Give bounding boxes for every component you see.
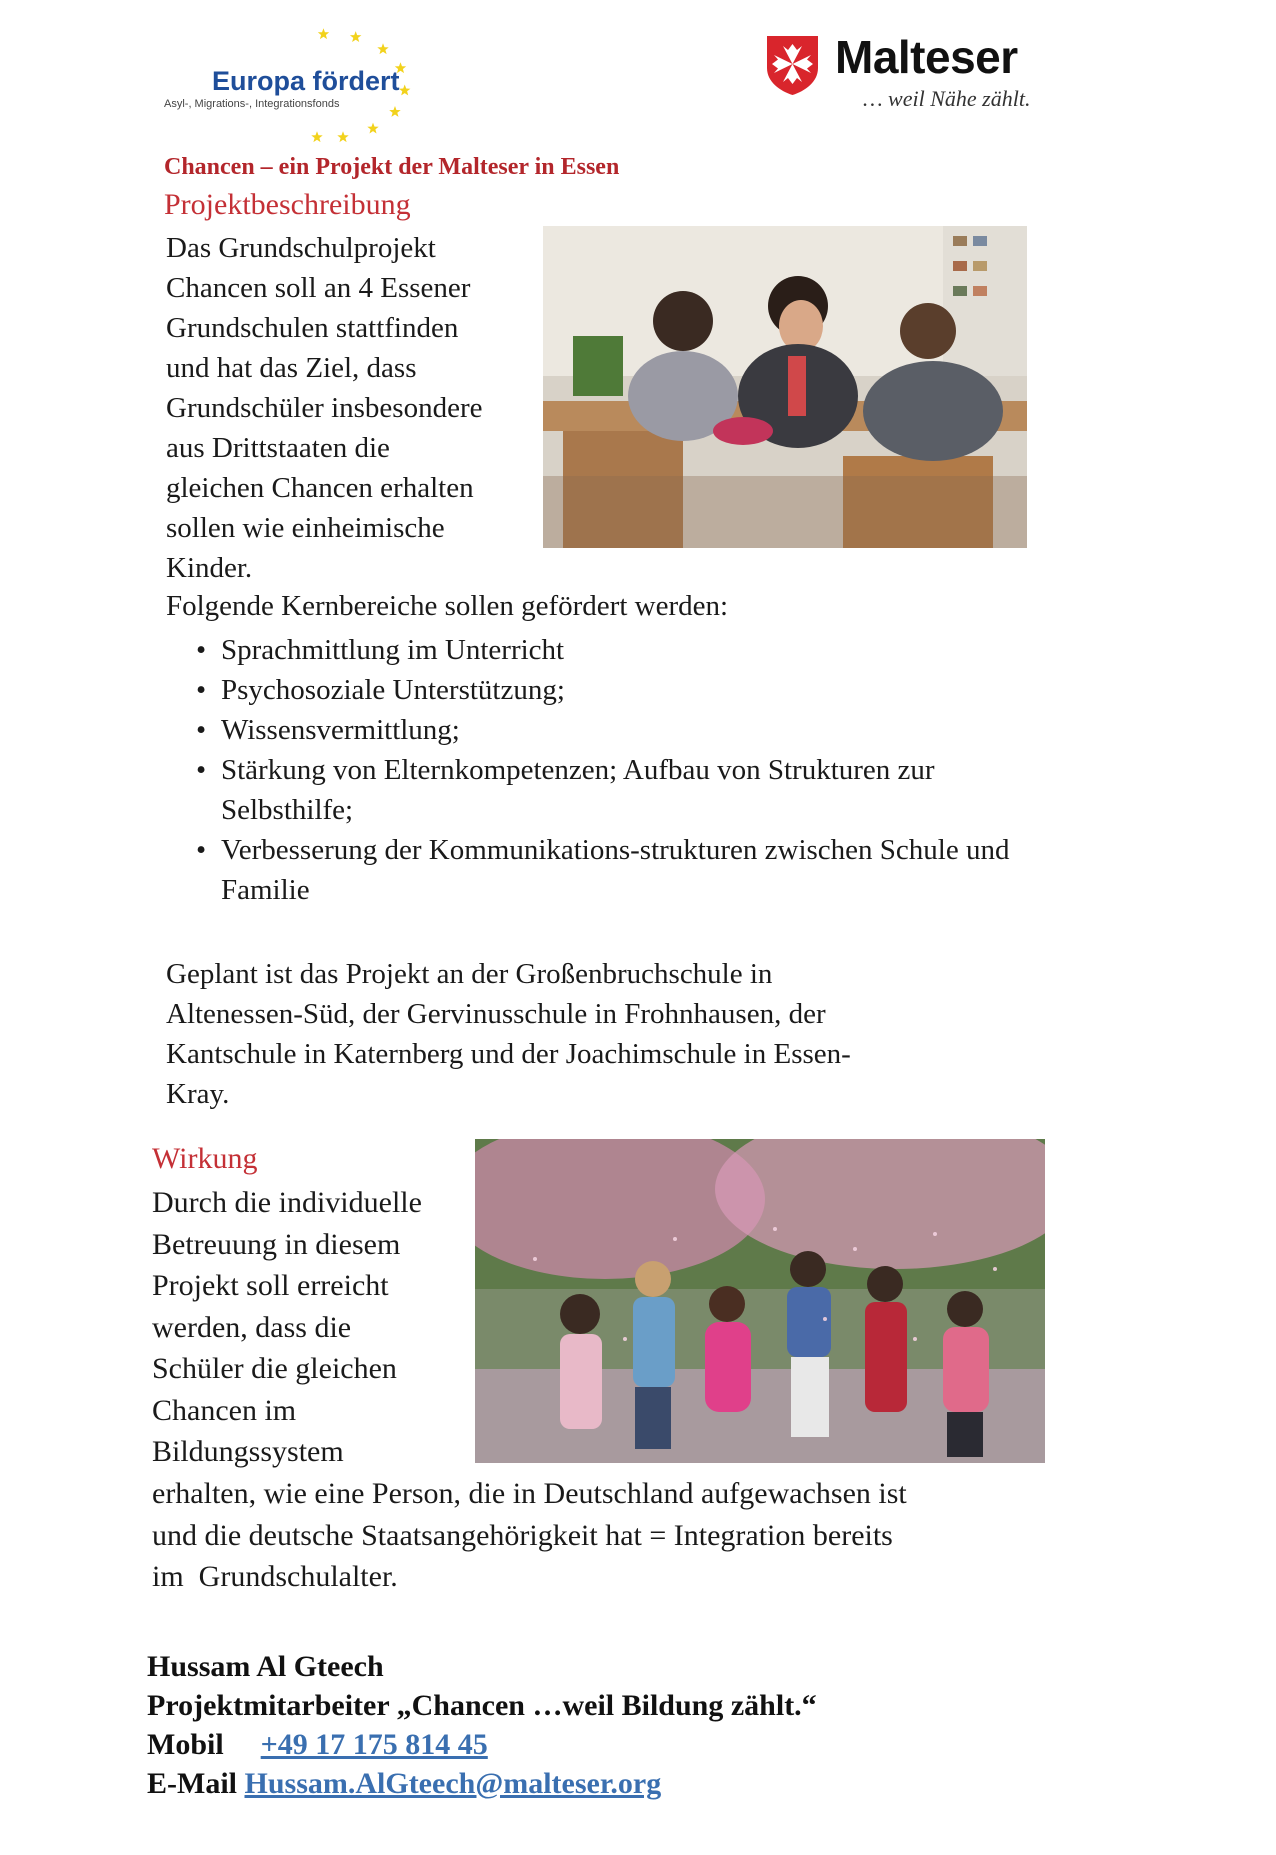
eu-star-icon xyxy=(318,28,329,39)
intro-line: gleichen Chancen erhalten xyxy=(166,472,474,504)
eu-star-icon xyxy=(399,85,410,96)
list-item-text: Verbesserung der Kommunikations-strukturen zwischen Schule und Familie xyxy=(221,834,1010,906)
contact-role: Projektmitarbeiter „Chancen …weil Bildung zählt.“ xyxy=(147,1689,817,1722)
plan-paragraph xyxy=(166,954,996,1114)
email-label: E-Mail xyxy=(147,1767,237,1800)
effect-line: Bildungssystem xyxy=(152,1435,344,1468)
malteser-logo-name: Malteser xyxy=(835,31,1018,83)
effect-paragraph-start xyxy=(152,1182,482,1473)
plan-line: Kray. xyxy=(166,1078,230,1110)
europa-foerdert-logo xyxy=(160,28,420,148)
eu-star-icon xyxy=(389,106,401,117)
contact-name: Hussam Al Gteech xyxy=(147,1650,384,1683)
classroom-photo xyxy=(543,226,1027,548)
list-item xyxy=(196,830,1011,910)
eu-star-icon xyxy=(367,123,378,134)
email-link[interactable]: Hussam.AlGteech@malteser.org xyxy=(244,1767,662,1800)
plan-line: Kantschule in Katernberg und der Joachimschule in Essen- xyxy=(166,1038,851,1070)
core-areas-list xyxy=(196,630,1056,910)
intro-line: Kinder. xyxy=(166,552,253,584)
list-item-text: Sprachmittlung im Unterricht xyxy=(221,634,565,666)
list-item xyxy=(196,630,1056,670)
project-line: Chancen – ein Projekt der Malteser in Essen xyxy=(164,154,620,180)
bullet-icon: • xyxy=(196,754,207,786)
plan-line: Geplant ist das Projekt an der Großenbruchschule in xyxy=(166,958,773,990)
contact-phone-row xyxy=(147,1728,488,1762)
intro-paragraph xyxy=(166,228,546,588)
list-item xyxy=(196,750,1011,830)
eu-star-icon xyxy=(350,31,362,42)
effect-line: und die deutsche Staatsangehörigkeit hat = Integration bereits xyxy=(152,1518,893,1552)
list-item-text: Psychosoziale Unterstützung; xyxy=(221,674,565,706)
intro-line: und hat das Ziel, dass xyxy=(166,352,417,384)
core-areas-intro: Folgende Kernbereiche sollen gefördert werden: xyxy=(166,590,729,622)
phone-link[interactable]: +49 17 175 814 45 xyxy=(260,1728,488,1761)
eu-logo-title: Europa fördert xyxy=(212,66,400,96)
eu-star-icon xyxy=(337,131,348,142)
children-celebrating-photo xyxy=(475,1139,1045,1463)
intro-line: Das Grundschulprojekt xyxy=(166,232,436,264)
effect-line: Betreuung in diesem xyxy=(152,1227,401,1261)
eu-star-icon xyxy=(311,131,322,142)
effect-paragraph-end xyxy=(152,1473,1062,1598)
effect-line: im Grundschulalter. xyxy=(152,1560,398,1593)
effect-line: werden, dass die xyxy=(152,1310,352,1344)
phone-label: Mobil xyxy=(147,1728,224,1761)
effect-line: Schüler die gleichen xyxy=(152,1352,397,1385)
plan-line: Altenessen-Süd, der Gervinusschule in Frohnhausen, der xyxy=(166,998,826,1030)
bullet-icon: • xyxy=(196,674,207,706)
effect-line: erhalten, wie eine Person, die in Deutschland aufgewachsen ist xyxy=(152,1477,907,1510)
eu-star-icon xyxy=(377,43,388,54)
malteser-logo xyxy=(765,30,1065,120)
list-item-text: Stärkung von Elternkompetenzen; Aufbau von Strukturen zur Selbsthilfe; xyxy=(221,754,935,826)
contact-email-row xyxy=(147,1767,661,1801)
list-item xyxy=(196,710,1056,750)
list-item-text: Wissensvermittlung; xyxy=(221,714,460,746)
list-item xyxy=(196,670,1056,710)
bullet-icon: • xyxy=(196,714,207,746)
eu-logo-subtitle: Asyl-, Migrations-, Integrationsfonds xyxy=(164,98,340,110)
malteser-logo-slogan: … weil Nähe zählt. xyxy=(863,86,1031,111)
bullet-icon: • xyxy=(196,634,207,666)
heading-wirkung: Wirkung xyxy=(152,1142,258,1175)
intro-line: Grundschüler insbesondere xyxy=(166,392,483,424)
heading-projektbeschreibung: Projektbeschreibung xyxy=(164,188,411,221)
effect-line: Durch die individuelle xyxy=(152,1186,422,1219)
intro-line: sollen wie einheimische xyxy=(166,512,445,544)
effect-line: Chancen im xyxy=(152,1393,297,1427)
maltese-cross-shield-icon xyxy=(765,34,820,96)
intro-line: Chancen soll an 4 Essener xyxy=(166,272,471,304)
intro-line: aus Drittstaaten die xyxy=(166,432,390,464)
effect-line: Projekt soll erreicht xyxy=(152,1269,389,1302)
intro-line: Grundschulen stattfinden xyxy=(166,312,459,344)
bullet-icon: • xyxy=(196,834,207,866)
